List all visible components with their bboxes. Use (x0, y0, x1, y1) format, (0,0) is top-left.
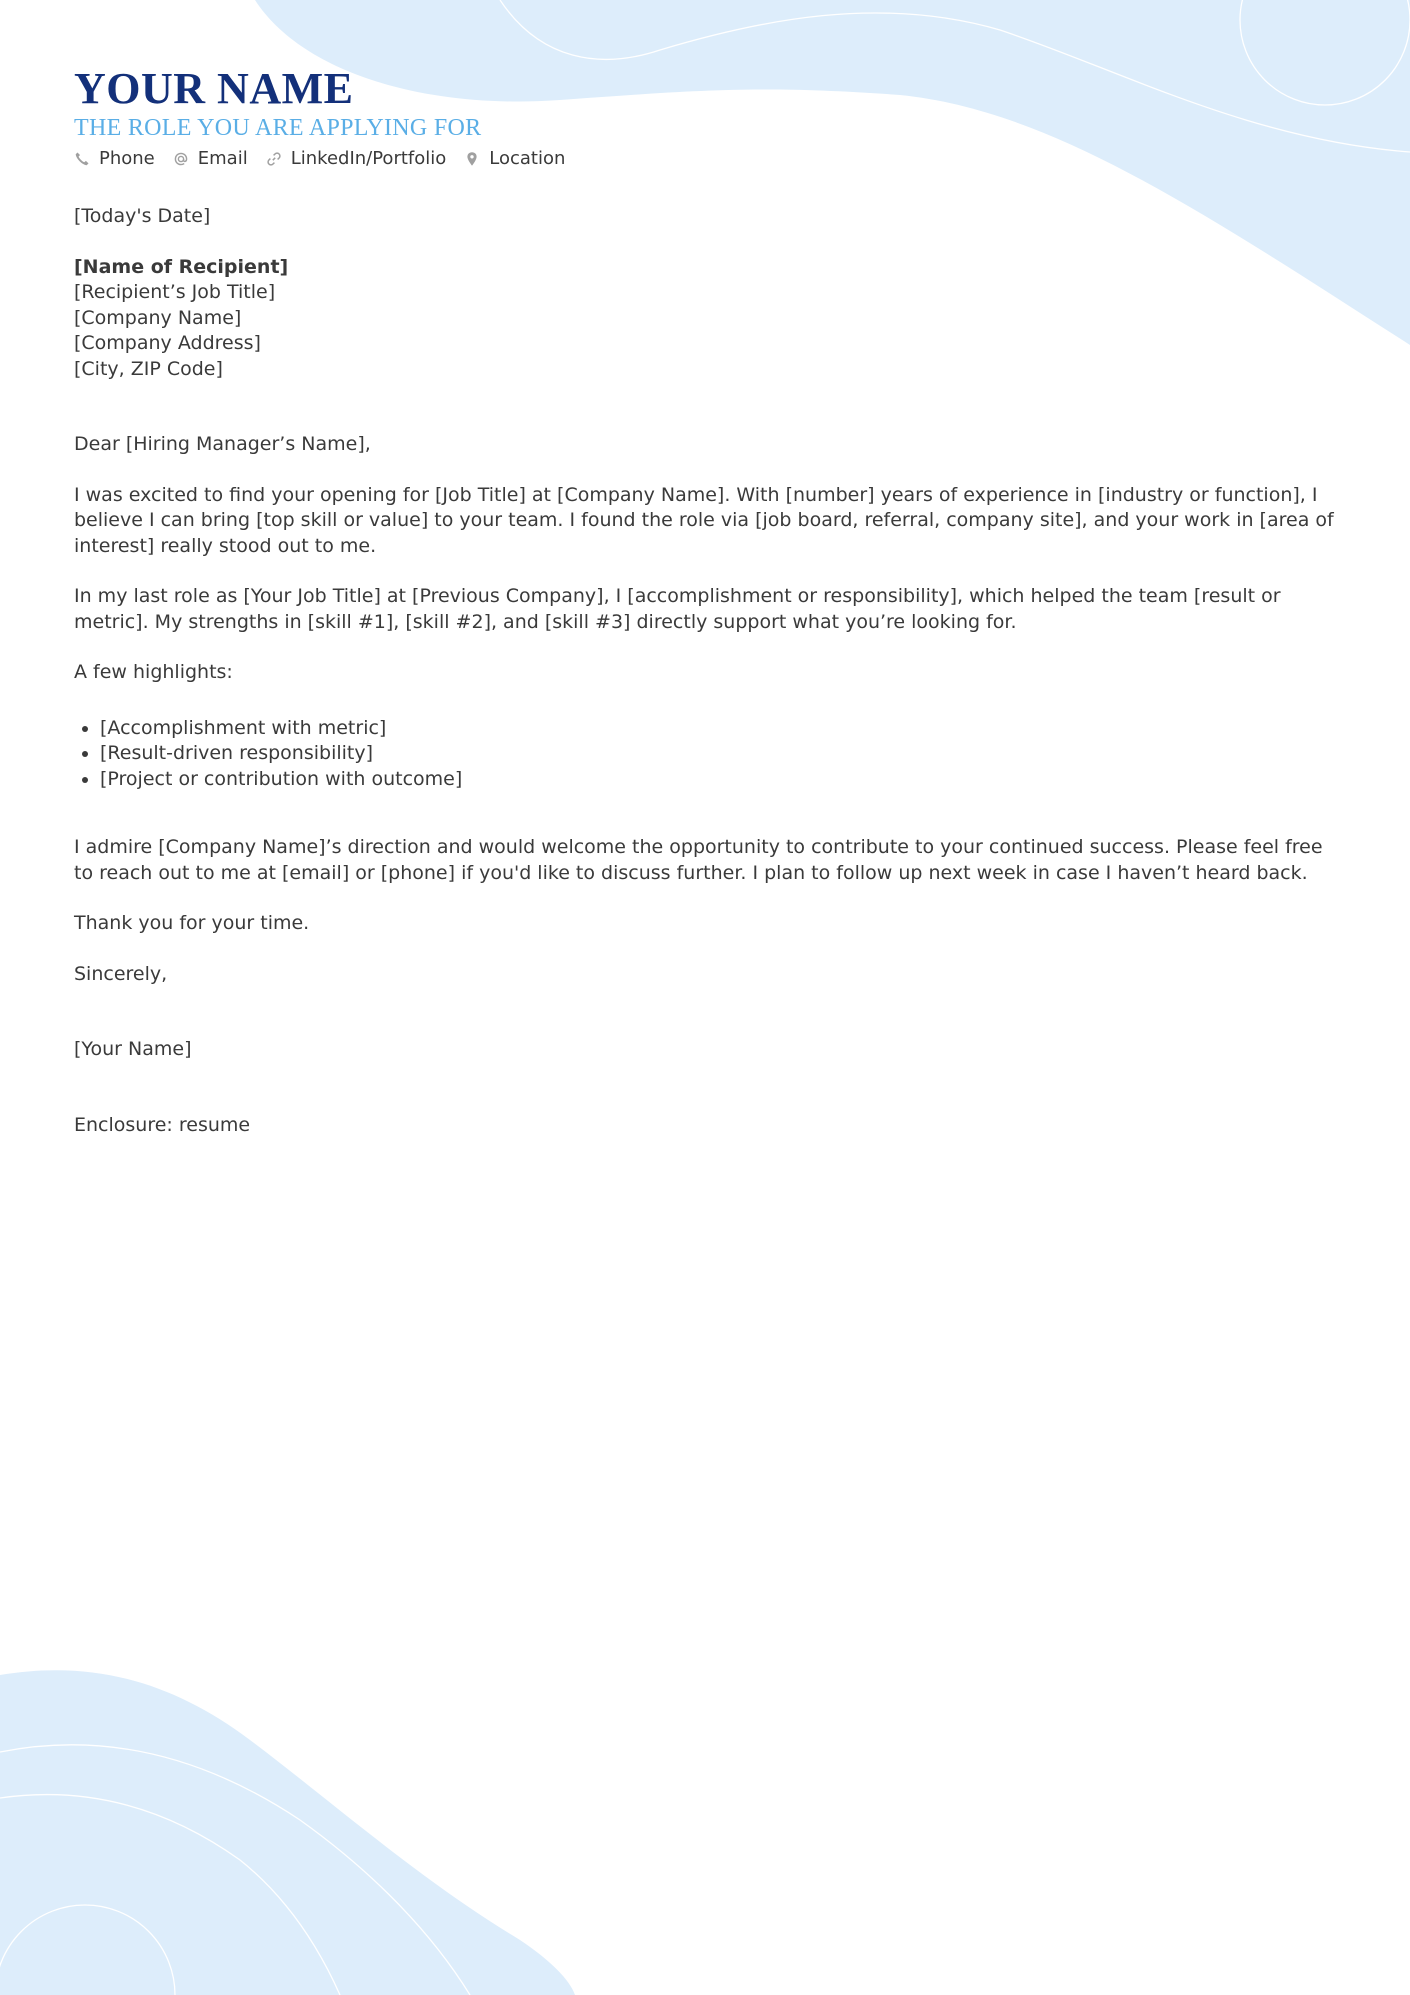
recipient-company: [Company Name] (74, 306, 242, 329)
contact-email (173, 147, 248, 171)
contact-linkedin (266, 147, 447, 171)
paragraph-intro: I was excited to find your opening for [Job Title] at [Company Name]. With [number] years of experience in [industry or function], I believe I can bring [top skill or value] to your team. I found the role via [job board, referral, company site], and your work in [area of interest] really stood out to me. (74, 483, 1334, 557)
sign-off: Sincerely, (74, 962, 168, 985)
target-role: THE ROLE YOU ARE APPLYING FOR (74, 115, 482, 141)
recipient-job-title: [Recipient’s Job Title] (74, 281, 276, 303)
contact-location (464, 147, 565, 171)
paragraph-closing: I admire [Company Name]’s direction and would welcome the opportunity to contribute to your continued success. Please feel free to reach out to me at [email] or [phone] if you'd like to discuss further. I plan to follow up next week in case I haven’t heard back. (74, 836, 1323, 884)
phone-icon (74, 151, 90, 167)
contact-phone-label: Phone (99, 148, 155, 169)
highlights-intro: A few highlights: (74, 661, 233, 683)
contact-email-label: Email (197, 148, 248, 169)
recipient-name: [Name of Recipient] (74, 255, 289, 278)
bottom-left-wave (0, 1670, 575, 1995)
list-item: • [Accomplishment with metric] (100, 716, 1336, 742)
cover-letter (74, 64, 1336, 1138)
contact-location-label: Location (489, 148, 566, 169)
contact-bar (74, 147, 1336, 171)
letter-date: [Today's Date] (74, 205, 211, 227)
highlights-list (74, 716, 1336, 793)
recipient-block (74, 255, 1336, 383)
location-pin-icon (464, 151, 480, 167)
enclosure: Enclosure: resume (74, 1113, 251, 1136)
applicant-name: YOUR NAME (74, 64, 354, 113)
signature-name: [Your Name] (74, 1038, 192, 1060)
list-item: • [Project or contribution with outcome] (100, 767, 1336, 793)
contact-phone (74, 147, 155, 171)
greeting: Dear [Hiring Manager’s Name], (74, 433, 371, 455)
list-item: • [Result-driven responsibility] (100, 741, 1336, 767)
paragraph-experience: In my last role as [Your Job Title] at [Previous Company], I [accomplishment or responsibility], which helped the team [result or metric]. My strengths in [skill #1], [skill #2], and [skill #3] directly support what you’re looking for. (74, 585, 1281, 633)
link-icon (266, 151, 282, 167)
thanks: Thank you for your time. (74, 912, 310, 934)
recipient-address: [Company Address] (74, 332, 261, 354)
contact-linkedin-label: LinkedIn/Portfolio (290, 148, 447, 169)
at-icon (173, 151, 189, 167)
recipient-city-zip: [City, ZIP Code] (74, 357, 223, 380)
